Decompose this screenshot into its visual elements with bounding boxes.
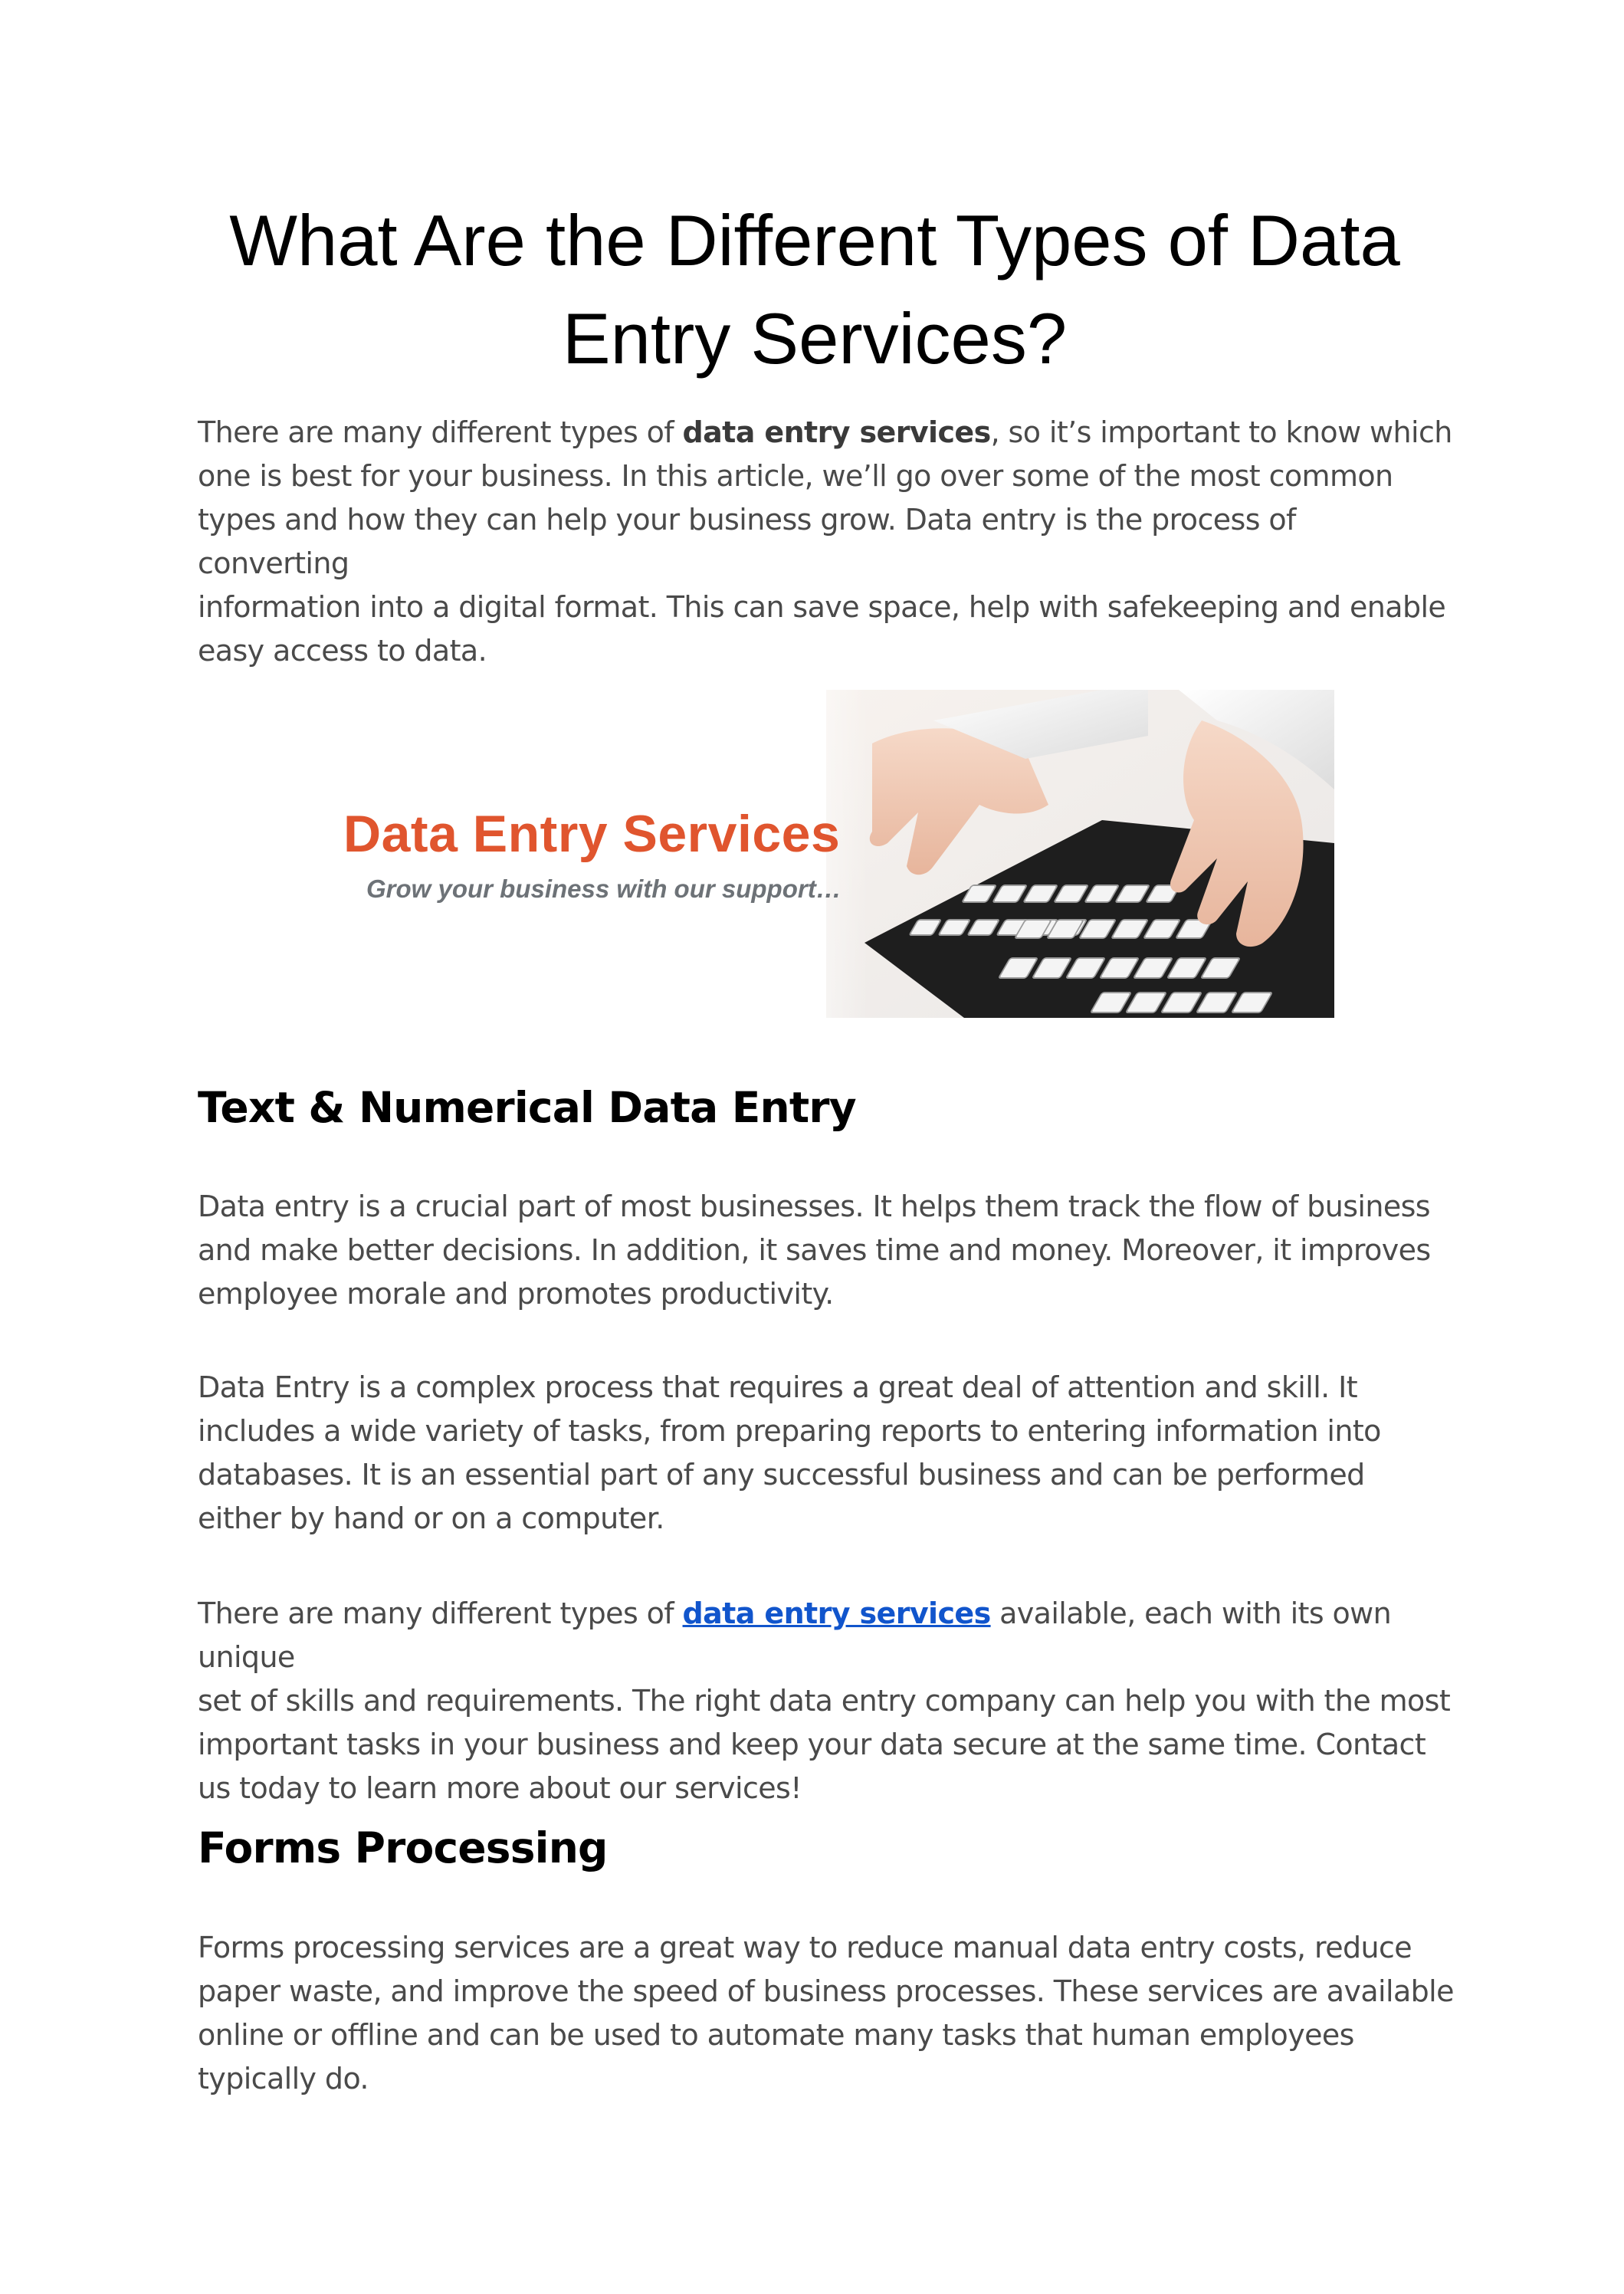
hero-image bbox=[336, 690, 1334, 1018]
text-numerical-paragraph-3 bbox=[198, 1592, 1455, 1810]
para3-text-start: There are many different types of bbox=[198, 1597, 683, 1630]
intro-bold-phrase: data entry services bbox=[682, 415, 991, 449]
page-title: What Are the Different Types of Data Entry Services? bbox=[229, 200, 1400, 379]
para3-text-rest: available, each with its own unique set of skills and requirements. The right data entry company can help you with the most important tasks in your business and keep your data secure at the same time. Contact us today to learn more about our services! bbox=[198, 1597, 1451, 1805]
hero-subtitle: Grow your business with our support… bbox=[366, 875, 842, 903]
section-heading-text-numerical: Text & Numerical Data Entry bbox=[198, 1083, 856, 1132]
intro-paragraph bbox=[198, 411, 1455, 673]
intro-text-start: There are many different types of bbox=[198, 415, 683, 449]
hero-title: Data Entry Services bbox=[343, 805, 841, 863]
intro-text-rest: , so it’s important to know which one is best for your business. In this article, we’ll go over some of the most common types and how they can help your business grow. Data entry is the process of converting information into a digital format. This can save space, help with safekeeping and enable easy access to data. bbox=[198, 415, 1452, 668]
text-numerical-paragraph-2: Data Entry is a complex process that requires a great deal of attention and skill. It includes a wide variety of tasks, from preparing reports to entering information into databases. It is an essential part of any successful business and can be performed either by hand or on a computer. bbox=[198, 1370, 1381, 1535]
text-numerical-paragraph-1: Data entry is a crucial part of most businesses. It helps them track the flow of business and make better decisions. In addition, it saves time and money. Moreover, it improves employee morale and promotes productivity. bbox=[198, 1190, 1431, 1311]
section-heading-forms-processing: Forms Processing bbox=[198, 1823, 608, 1872]
forms-processing-paragraph-1: Forms processing services are a great way to reduce manual data entry costs, reduce paper waste, and improve the speed of business processes. These services are available online or offline and can be used to automate many tasks that human employees typically do. bbox=[198, 1931, 1454, 2095]
data-entry-services-link[interactable]: data entry services bbox=[682, 1597, 991, 1630]
